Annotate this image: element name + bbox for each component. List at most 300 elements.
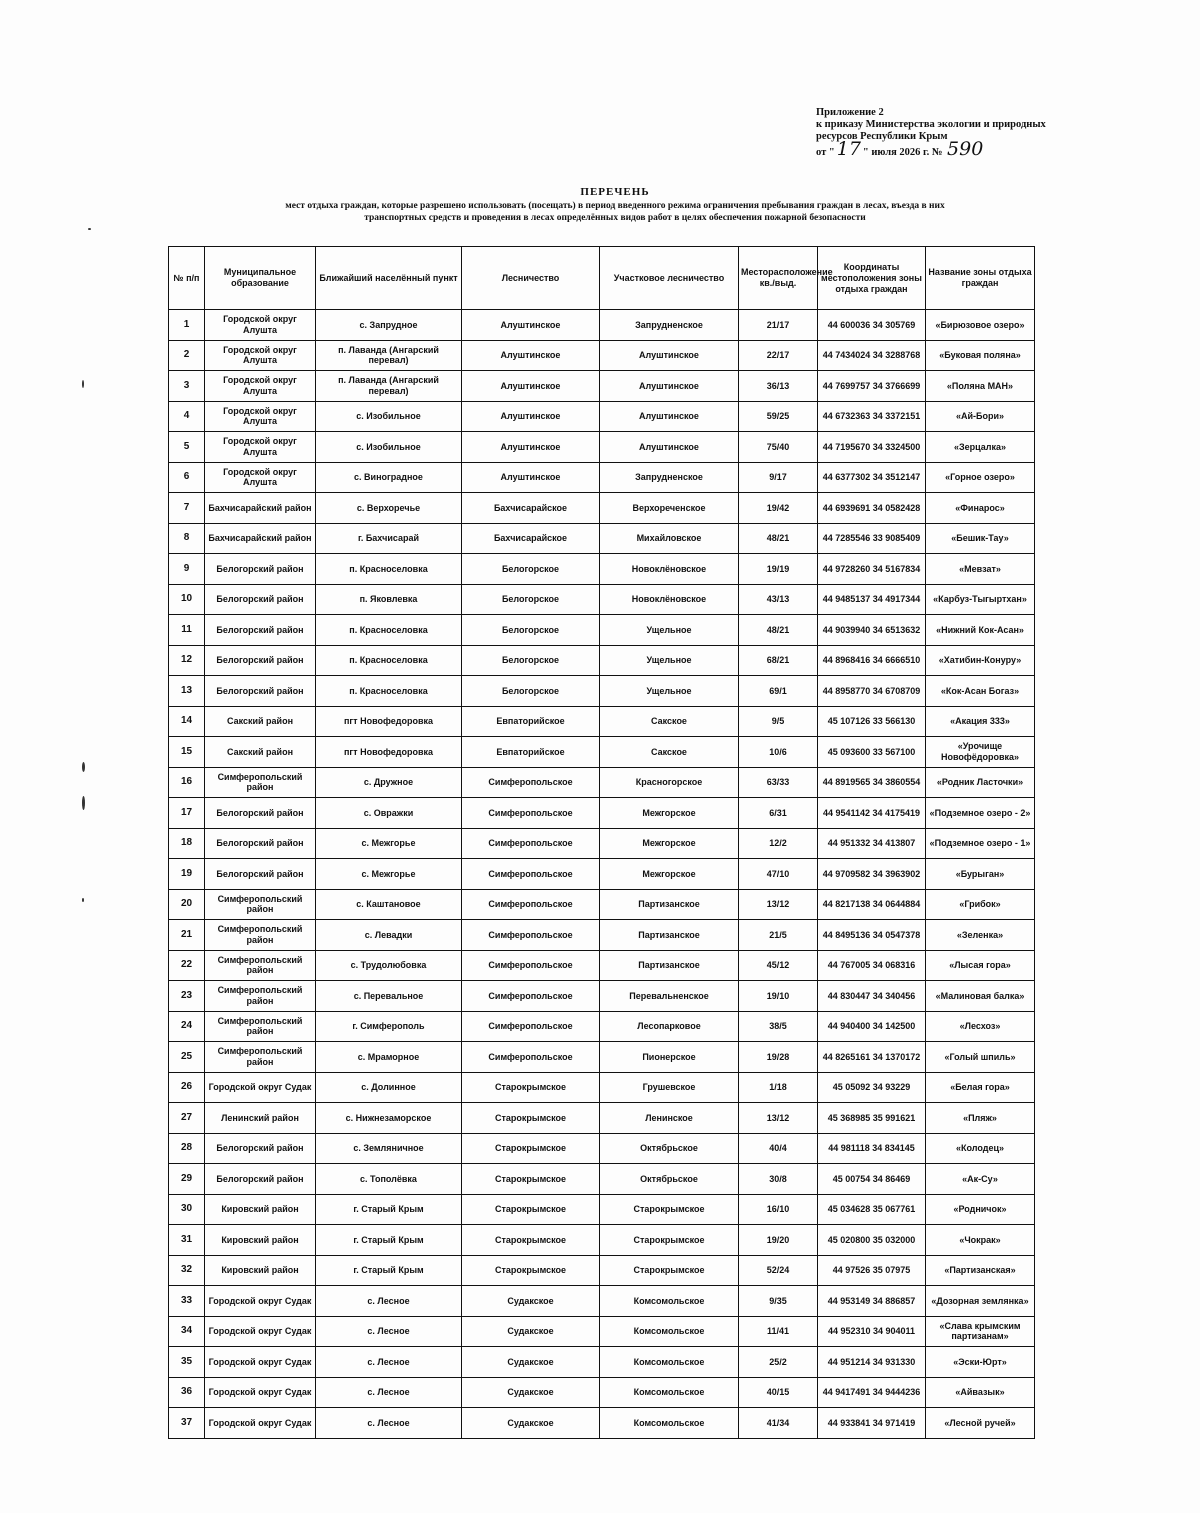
row-forestry: Алуштинское xyxy=(462,462,600,493)
row-number: 3 xyxy=(169,371,205,402)
row-coordinates: 44 8217138 34 0644884 xyxy=(818,889,926,920)
row-forestry: Евпаторийское xyxy=(462,737,600,768)
row-district-forestry: Старокрымское xyxy=(600,1225,739,1256)
row-district-forestry: Ленинское xyxy=(600,1103,739,1134)
row-zone-name: «Партизанская» xyxy=(926,1255,1035,1286)
row-location: 59/25 xyxy=(739,401,818,432)
row-municipality: Белогорский район xyxy=(205,615,316,646)
row-location: 25/2 xyxy=(739,1347,818,1378)
row-number: 4 xyxy=(169,401,205,432)
row-coordinates: 44 6939691 34 0582428 xyxy=(818,493,926,524)
row-settlement: п. Красноселовка xyxy=(316,554,462,585)
table-row xyxy=(169,1286,1035,1317)
row-zone-name: «Акация 333» xyxy=(926,706,1035,737)
row-zone-name: «Пляж» xyxy=(926,1103,1035,1134)
row-municipality: Белогорский район xyxy=(205,676,316,707)
row-district-forestry: Партизанское xyxy=(600,920,739,951)
row-location: 13/12 xyxy=(739,889,818,920)
row-district-forestry: Грушевское xyxy=(600,1072,739,1103)
row-district-forestry: Новоклёновское xyxy=(600,584,739,615)
row-municipality: Городской округ Судак xyxy=(205,1377,316,1408)
row-forestry: Судакское xyxy=(462,1316,600,1347)
row-settlement: с. Земляничное xyxy=(316,1133,462,1164)
row-forestry: Белогорское xyxy=(462,615,600,646)
row-district-forestry: Перевальненское xyxy=(600,981,739,1012)
row-location: 9/5 xyxy=(739,706,818,737)
row-coordinates: 45 00754 34 86469 xyxy=(818,1164,926,1195)
row-settlement: с. Нижнезаморское xyxy=(316,1103,462,1134)
appendix-line2: к приказу Министерства экологии и природных xyxy=(816,119,1046,130)
row-municipality: Белогорский район xyxy=(205,645,316,676)
col-header-zone-name: Название зоны отдыха граждан xyxy=(926,247,1035,310)
row-forestry: Старокрымское xyxy=(462,1072,600,1103)
table-row xyxy=(169,584,1035,615)
row-location: 1/18 xyxy=(739,1072,818,1103)
row-location: 21/17 xyxy=(739,310,818,341)
appendix-date-line xyxy=(816,138,1116,160)
row-zone-name: «Родничок» xyxy=(926,1194,1035,1225)
row-settlement: с. Лесное xyxy=(316,1377,462,1408)
table-row xyxy=(169,310,1035,341)
row-forestry: Симферопольское xyxy=(462,889,600,920)
row-municipality: Белогорский район xyxy=(205,1133,316,1164)
row-district-forestry: Лесопарковое xyxy=(600,1011,739,1042)
table-row xyxy=(169,1133,1035,1164)
row-number: 37 xyxy=(169,1408,205,1439)
col-header-location: Месторасположение кв./выд. xyxy=(739,247,818,310)
row-zone-name: «Лесной ручей» xyxy=(926,1408,1035,1439)
row-number: 10 xyxy=(169,584,205,615)
row-number: 20 xyxy=(169,889,205,920)
row-zone-name: «Зерцалка» xyxy=(926,432,1035,463)
table-row xyxy=(169,1377,1035,1408)
row-district-forestry: Партизанское xyxy=(600,950,739,981)
row-district-forestry: Красногорское xyxy=(600,767,739,798)
row-municipality: Городской округ Алушта xyxy=(205,340,316,371)
table-row xyxy=(169,920,1035,951)
row-zone-name: «Финарос» xyxy=(926,493,1035,524)
row-settlement: с. Лесное xyxy=(316,1316,462,1347)
row-zone-name: «Зеленка» xyxy=(926,920,1035,951)
row-number: 6 xyxy=(169,462,205,493)
table-row xyxy=(169,950,1035,981)
row-zone-name: «Белая гора» xyxy=(926,1072,1035,1103)
row-coordinates: 44 8495136 34 0547378 xyxy=(818,920,926,951)
row-district-forestry: Алуштинское xyxy=(600,340,739,371)
row-municipality: Симферопольский район xyxy=(205,920,316,951)
row-municipality: Городской округ Судак xyxy=(205,1286,316,1317)
row-municipality: Белогорский район xyxy=(205,554,316,585)
row-coordinates: 45 020800 35 032000 xyxy=(818,1225,926,1256)
row-municipality: Ленинский район xyxy=(205,1103,316,1134)
table-row xyxy=(169,1103,1035,1134)
row-district-forestry: Алуштинское xyxy=(600,432,739,463)
row-coordinates: 44 9541142 34 4175419 xyxy=(818,798,926,829)
row-municipality: Симферопольский район xyxy=(205,950,316,981)
row-settlement: с. Изобильное xyxy=(316,401,462,432)
row-district-forestry: Сакское xyxy=(600,737,739,768)
table-row xyxy=(169,554,1035,585)
row-district-forestry: Октябрьское xyxy=(600,1164,739,1195)
row-location: 12/2 xyxy=(739,828,818,859)
row-forestry: Евпаторийское xyxy=(462,706,600,737)
row-municipality: Белогорский район xyxy=(205,828,316,859)
row-number: 28 xyxy=(169,1133,205,1164)
row-settlement: с. Лесное xyxy=(316,1286,462,1317)
col-header-district-forestry: Участковое лесничество xyxy=(600,247,739,310)
row-forestry: Белогорское xyxy=(462,584,600,615)
row-settlement: с. Межгорье xyxy=(316,859,462,890)
row-coordinates: 44 8265161 34 1370172 xyxy=(818,1042,926,1073)
row-location: 19/28 xyxy=(739,1042,818,1073)
table-row xyxy=(169,767,1035,798)
row-municipality: Белогорский район xyxy=(205,1164,316,1195)
row-location: 30/8 xyxy=(739,1164,818,1195)
row-coordinates: 44 9417491 34 9444236 xyxy=(818,1377,926,1408)
row-forestry: Симферопольское xyxy=(462,859,600,890)
row-number: 35 xyxy=(169,1347,205,1378)
row-location: 75/40 xyxy=(739,432,818,463)
row-settlement: п. Яковлевка xyxy=(316,584,462,615)
row-district-forestry: Межгорское xyxy=(600,798,739,829)
row-municipality: Кировский район xyxy=(205,1255,316,1286)
row-location: 10/6 xyxy=(739,737,818,768)
row-settlement: с. Каштановое xyxy=(316,889,462,920)
row-zone-name: «Слава крымским партизанам» xyxy=(926,1316,1035,1347)
row-district-forestry: Партизанское xyxy=(600,889,739,920)
document-title: ПЕРЕЧЕНЬ xyxy=(580,186,650,198)
row-zone-name: «Айвазык» xyxy=(926,1377,1035,1408)
scan-speck xyxy=(82,796,85,810)
row-number: 31 xyxy=(169,1225,205,1256)
row-municipality: Городской округ Судак xyxy=(205,1072,316,1103)
row-municipality: Сакский район xyxy=(205,706,316,737)
row-municipality: Городской округ Алушта xyxy=(205,462,316,493)
row-number: 5 xyxy=(169,432,205,463)
row-coordinates: 44 767005 34 068316 xyxy=(818,950,926,981)
row-district-forestry: Ущельное xyxy=(600,676,739,707)
row-forestry: Бахчисарайское xyxy=(462,523,600,554)
row-zone-name: «Эски-Юрт» xyxy=(926,1347,1035,1378)
row-location: 52/24 xyxy=(739,1255,818,1286)
table-row xyxy=(169,1072,1035,1103)
row-coordinates: 44 951214 34 931330 xyxy=(818,1347,926,1378)
row-municipality: Белогорский район xyxy=(205,859,316,890)
row-coordinates: 44 953149 34 886857 xyxy=(818,1286,926,1317)
row-forestry: Симферопольское xyxy=(462,798,600,829)
row-zone-name: «Малиновая балка» xyxy=(926,981,1035,1012)
row-coordinates: 44 7699757 34 3766699 xyxy=(818,371,926,402)
row-location: 19/10 xyxy=(739,981,818,1012)
row-coordinates: 44 600036 34 305769 xyxy=(818,310,926,341)
row-zone-name: «Хатибин-Конуру» xyxy=(926,645,1035,676)
row-settlement: с. Левадки xyxy=(316,920,462,951)
row-location: 68/21 xyxy=(739,645,818,676)
row-number: 29 xyxy=(169,1164,205,1195)
row-district-forestry: Верхореченское xyxy=(600,493,739,524)
appendix-line1: Приложение 2 xyxy=(816,107,884,118)
row-number: 25 xyxy=(169,1042,205,1073)
row-district-forestry: Комсомольское xyxy=(600,1377,739,1408)
row-settlement: п. Лаванда (Ангарский перевал) xyxy=(316,340,462,371)
table-row xyxy=(169,676,1035,707)
table-row xyxy=(169,1408,1035,1439)
table-header-row xyxy=(169,247,1035,310)
row-settlement: п. Красноселовка xyxy=(316,676,462,707)
row-location: 9/35 xyxy=(739,1286,818,1317)
row-settlement: с. Межгорье xyxy=(316,828,462,859)
row-zone-name: «Грибок» xyxy=(926,889,1035,920)
row-municipality: Симферопольский район xyxy=(205,1042,316,1073)
table-row xyxy=(169,401,1035,432)
row-location: 9/17 xyxy=(739,462,818,493)
row-district-forestry: Ущельное xyxy=(600,645,739,676)
table-row xyxy=(169,1011,1035,1042)
table-row xyxy=(169,798,1035,829)
row-location: 11/41 xyxy=(739,1316,818,1347)
row-zone-name: «Бирюзовое озеро» xyxy=(926,310,1035,341)
row-forestry: Симферопольское xyxy=(462,981,600,1012)
row-coordinates: 45 107126 33 566130 xyxy=(818,706,926,737)
row-coordinates: 44 951332 34 413807 xyxy=(818,828,926,859)
row-zone-name: «Кок-Асан Богаз» xyxy=(926,676,1035,707)
row-zone-name: «Урочище Новофёдоровка» xyxy=(926,737,1035,768)
row-municipality: Симферопольский район xyxy=(205,889,316,920)
row-number: 30 xyxy=(169,1194,205,1225)
row-location: 48/21 xyxy=(739,615,818,646)
row-district-forestry: Межгорское xyxy=(600,828,739,859)
subtitle-line2: транспортных средств и проведения в лесах определённых видов работ в целях обеспечения пожарной безопасности xyxy=(364,213,866,223)
row-settlement: с. Тополёвка xyxy=(316,1164,462,1195)
col-header-municipality: Муниципальное образование xyxy=(205,247,316,310)
row-municipality: Белогорский район xyxy=(205,798,316,829)
row-zone-name: «Лысая гора» xyxy=(926,950,1035,981)
row-district-forestry: Комсомольское xyxy=(600,1408,739,1439)
row-location: 40/4 xyxy=(739,1133,818,1164)
row-coordinates: 45 368985 35 991621 xyxy=(818,1103,926,1134)
row-forestry: Старокрымское xyxy=(462,1164,600,1195)
recreation-places-table xyxy=(168,246,1035,1439)
row-municipality: Белогорский район xyxy=(205,584,316,615)
row-coordinates: 44 830447 34 340456 xyxy=(818,981,926,1012)
subtitle-line1: мест отдыха граждан, которые разрешено использовать (посещать) в период введенного режима ограничения пребывания граждан в лесах, въезда в них xyxy=(285,201,945,211)
row-number: 2 xyxy=(169,340,205,371)
row-number: 36 xyxy=(169,1377,205,1408)
row-district-forestry: Запрудненское xyxy=(600,310,739,341)
row-number: 24 xyxy=(169,1011,205,1042)
row-number: 13 xyxy=(169,676,205,707)
row-coordinates: 44 952310 34 904011 xyxy=(818,1316,926,1347)
table-row xyxy=(169,828,1035,859)
row-forestry: Белогорское xyxy=(462,645,600,676)
row-number: 34 xyxy=(169,1316,205,1347)
row-district-forestry: Алуштинское xyxy=(600,401,739,432)
row-location: 13/12 xyxy=(739,1103,818,1134)
row-number: 15 xyxy=(169,737,205,768)
row-forestry: Судакское xyxy=(462,1347,600,1378)
row-municipality: Бахчисарайский район xyxy=(205,523,316,554)
date-suffix: " июля 2026 г. № xyxy=(862,147,943,158)
table-row xyxy=(169,462,1035,493)
row-location: 19/19 xyxy=(739,554,818,585)
row-district-forestry: Комсомольское xyxy=(600,1316,739,1347)
row-location: 43/13 xyxy=(739,584,818,615)
table-row xyxy=(169,1164,1035,1195)
row-location: 19/20 xyxy=(739,1225,818,1256)
row-settlement: с. Изобильное xyxy=(316,432,462,463)
row-zone-name: «Подземное озеро - 1» xyxy=(926,828,1035,859)
row-location: 48/21 xyxy=(739,523,818,554)
row-forestry: Судакское xyxy=(462,1377,600,1408)
row-location: 21/5 xyxy=(739,920,818,951)
row-municipality: Городской округ Судак xyxy=(205,1347,316,1378)
row-location: 63/33 xyxy=(739,767,818,798)
row-forestry: Старокрымское xyxy=(462,1194,600,1225)
row-forestry: Симферопольское xyxy=(462,920,600,951)
row-settlement: пгт Новофедоровка xyxy=(316,706,462,737)
row-coordinates: 44 9728260 34 5167834 xyxy=(818,554,926,585)
row-district-forestry: Комсомольское xyxy=(600,1347,739,1378)
row-forestry: Судакское xyxy=(462,1408,600,1439)
row-settlement: г. Старый Крым xyxy=(316,1194,462,1225)
table-row xyxy=(169,615,1035,646)
row-number: 9 xyxy=(169,554,205,585)
row-zone-name: «Поляна МАН» xyxy=(926,371,1035,402)
row-number: 16 xyxy=(169,767,205,798)
row-coordinates: 44 8958770 34 6708709 xyxy=(818,676,926,707)
scan-speck xyxy=(82,898,84,902)
row-number: 27 xyxy=(169,1103,205,1134)
row-number: 7 xyxy=(169,493,205,524)
row-coordinates: 44 9039940 34 6513632 xyxy=(818,615,926,646)
row-number: 17 xyxy=(169,798,205,829)
row-forestry: Симферопольское xyxy=(462,1042,600,1073)
row-forestry: Алуштинское xyxy=(462,371,600,402)
row-municipality: Городской округ Судак xyxy=(205,1316,316,1347)
row-forestry: Старокрымское xyxy=(462,1255,600,1286)
row-municipality: Городской округ Алушта xyxy=(205,432,316,463)
row-number: 18 xyxy=(169,828,205,859)
row-settlement: с. Верхоречье xyxy=(316,493,462,524)
row-settlement: с. Виноградное xyxy=(316,462,462,493)
row-district-forestry: Запрудненское xyxy=(600,462,739,493)
row-location: 38/5 xyxy=(739,1011,818,1042)
table-row xyxy=(169,889,1035,920)
row-forestry: Белогорское xyxy=(462,554,600,585)
row-location: 41/34 xyxy=(739,1408,818,1439)
row-municipality: Городской округ Алушта xyxy=(205,371,316,402)
row-number: 1 xyxy=(169,310,205,341)
row-zone-name: «Бурыган» xyxy=(926,859,1035,890)
row-zone-name: «Колодец» xyxy=(926,1133,1035,1164)
row-municipality: Симферопольский район xyxy=(205,981,316,1012)
row-zone-name: «Бешик-Тау» xyxy=(926,523,1035,554)
row-settlement: г. Старый Крым xyxy=(316,1255,462,1286)
row-coordinates: 44 7285546 33 9085409 xyxy=(818,523,926,554)
row-location: 45/12 xyxy=(739,950,818,981)
row-coordinates: 44 8968416 34 6666510 xyxy=(818,645,926,676)
row-district-forestry: Комсомольское xyxy=(600,1286,739,1317)
row-location: 69/1 xyxy=(739,676,818,707)
scan-speck xyxy=(88,228,91,230)
row-location: 19/42 xyxy=(739,493,818,524)
row-forestry: Старокрымское xyxy=(462,1103,600,1134)
row-forestry: Старокрымское xyxy=(462,1133,600,1164)
row-forestry: Белогорское xyxy=(462,676,600,707)
row-zone-name: «Чокрак» xyxy=(926,1225,1035,1256)
col-header-coordinates: Координаты местоположения зоны отдыха граждан xyxy=(818,247,926,310)
row-forestry: Симферопольское xyxy=(462,950,600,981)
row-coordinates: 44 7195670 34 3324500 xyxy=(818,432,926,463)
document-subtitle xyxy=(190,200,1040,224)
row-settlement: с. Лесное xyxy=(316,1408,462,1439)
row-settlement: с. Мраморное xyxy=(316,1042,462,1073)
row-district-forestry: Новоклёновское xyxy=(600,554,739,585)
col-header-settlement: Ближайший населённый пункт xyxy=(316,247,462,310)
table-row xyxy=(169,493,1035,524)
row-zone-name: «Родник Ласточки» xyxy=(926,767,1035,798)
col-header-forestry: Лесничество xyxy=(462,247,600,310)
row-municipality: Кировский район xyxy=(205,1225,316,1256)
table-row xyxy=(169,1194,1035,1225)
table-row xyxy=(169,645,1035,676)
date-day-handwritten: 17 xyxy=(836,138,861,160)
row-forestry: Алуштинское xyxy=(462,401,600,432)
table-row xyxy=(169,432,1035,463)
row-coordinates: 45 093600 33 567100 xyxy=(818,737,926,768)
row-location: 22/17 xyxy=(739,340,818,371)
row-municipality: Симферопольский район xyxy=(205,1011,316,1042)
row-zone-name: «Подземное озеро - 2» xyxy=(926,798,1035,829)
row-settlement: п. Красноселовка xyxy=(316,615,462,646)
table-row xyxy=(169,859,1035,890)
table-row xyxy=(169,1225,1035,1256)
row-forestry: Алуштинское xyxy=(462,340,600,371)
row-district-forestry: Алуштинское xyxy=(600,371,739,402)
row-district-forestry: Старокрымское xyxy=(600,1255,739,1286)
appendix-block xyxy=(816,107,1116,159)
row-district-forestry: Сакское xyxy=(600,706,739,737)
row-settlement: с. Перевальное xyxy=(316,981,462,1012)
table-row xyxy=(169,1316,1035,1347)
row-location: 16/10 xyxy=(739,1194,818,1225)
row-municipality: Симферопольский район xyxy=(205,767,316,798)
row-number: 22 xyxy=(169,950,205,981)
row-settlement: с. Дружное xyxy=(316,767,462,798)
row-zone-name: «Голый шпиль» xyxy=(926,1042,1035,1073)
row-district-forestry: Ущельное xyxy=(600,615,739,646)
row-zone-name: «Карбуз-Тыгыртхан» xyxy=(926,584,1035,615)
row-forestry: Симферопольское xyxy=(462,767,600,798)
row-coordinates: 44 7434024 34 3288768 xyxy=(818,340,926,371)
row-municipality: Городской округ Судак xyxy=(205,1408,316,1439)
row-location: 40/15 xyxy=(739,1377,818,1408)
appendix-line3: ресурсов Республики Крым xyxy=(816,131,948,142)
row-zone-name: «Ай-Бори» xyxy=(926,401,1035,432)
table-row xyxy=(169,981,1035,1012)
row-coordinates: 44 940400 34 142500 xyxy=(818,1011,926,1042)
table-row xyxy=(169,1347,1035,1378)
row-zone-name: «Ак-Су» xyxy=(926,1164,1035,1195)
row-settlement: с. Овражки xyxy=(316,798,462,829)
row-municipality: Кировский район xyxy=(205,1194,316,1225)
row-coordinates: 45 034628 35 067761 xyxy=(818,1194,926,1225)
row-coordinates: 44 8919565 34 3860554 xyxy=(818,767,926,798)
row-settlement: п. Красноселовка xyxy=(316,645,462,676)
date-prefix: от " xyxy=(816,147,835,158)
row-settlement: с. Запрудное xyxy=(316,310,462,341)
row-settlement: г. Симферополь xyxy=(316,1011,462,1042)
